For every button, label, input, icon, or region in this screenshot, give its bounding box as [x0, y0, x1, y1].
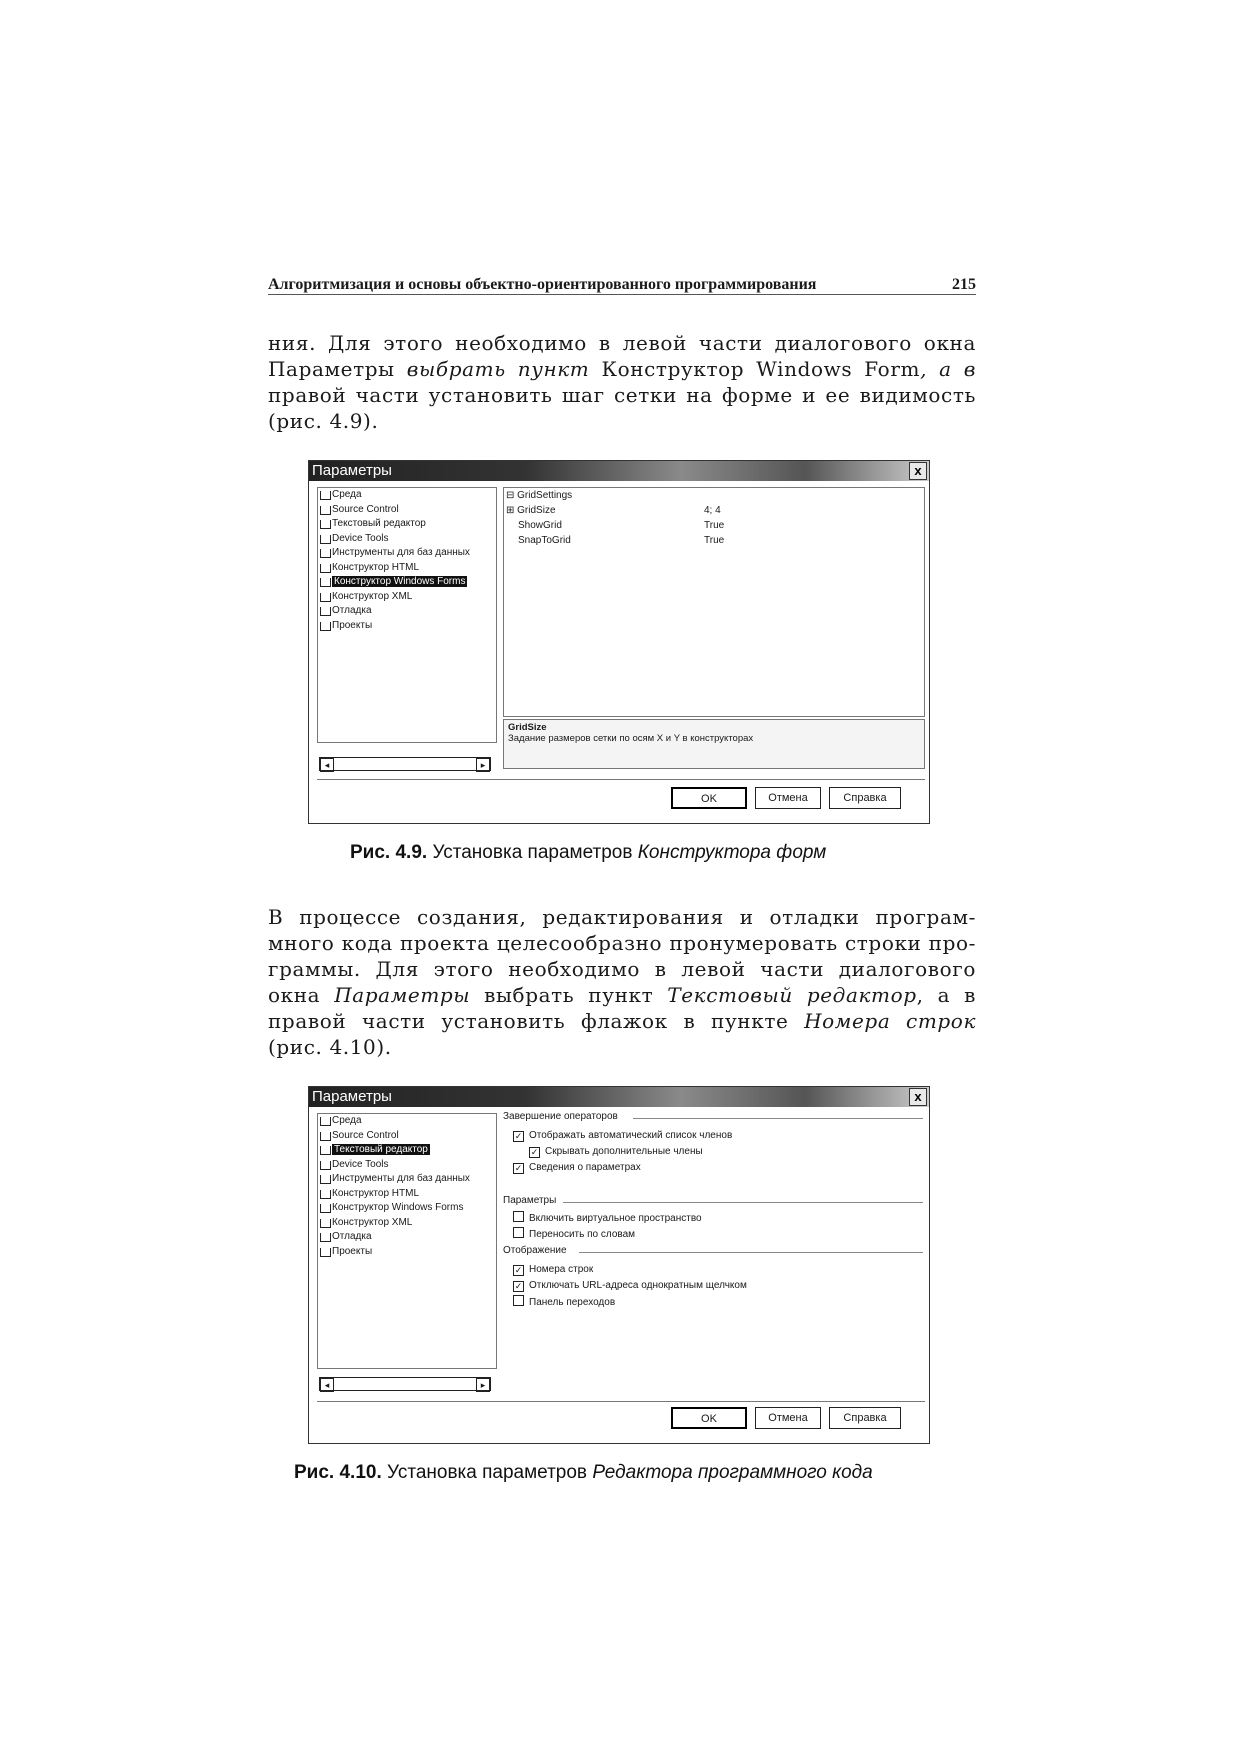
property-grid [503, 487, 925, 717]
running-title: Алгоритмизация и основы объектно-ориентированного программирования [268, 276, 817, 293]
caption-italic: Конструктора форм [637, 842, 827, 863]
tree-item[interactable] [318, 619, 496, 634]
tree-item-label: Проекты [332, 1245, 373, 1257]
folder-icon [320, 1190, 331, 1199]
checkbox-label: Отображать автоматический список членов [529, 1130, 733, 1141]
option-checkbox[interactable] [513, 1129, 732, 1142]
tree-item[interactable] [318, 1158, 496, 1173]
dialog-title: Параметры [312, 462, 392, 479]
text-line: Параметры выбрать пункт Конструктор Windows Form, а в [268, 357, 976, 381]
dialog-separator [317, 779, 925, 780]
tree-item-label: Текстовый редактор [332, 518, 426, 529]
option-checkbox[interactable] [529, 1145, 703, 1158]
dialog-separator [317, 1401, 925, 1402]
tree-item-label: Отладка [332, 1231, 372, 1242]
options-dialog-fig-4-10 [308, 1086, 930, 1444]
tree-item-label: Source Control [332, 503, 399, 515]
tree-item[interactable] [318, 517, 496, 532]
checkbox-label: Отключать URL-адреса однократным щелчком [529, 1280, 747, 1291]
folder-icon [320, 1146, 331, 1155]
tree-item-label: Отладка [332, 605, 372, 616]
tree-item[interactable] [318, 546, 496, 561]
property-name: ⊟ GridSettings [506, 490, 573, 501]
tree-item[interactable] [318, 1172, 496, 1187]
group-divider [633, 1118, 923, 1119]
dialog-title-bar[interactable] [309, 461, 929, 481]
checkbox-label: Сведения о параметрах [529, 1162, 641, 1173]
checkbox-label: Включить виртуальное пространство [529, 1213, 702, 1224]
tree-item-label: Конструктор Windows Forms [332, 1202, 464, 1213]
property-row[interactable] [504, 533, 924, 548]
option-checkbox[interactable] [513, 1227, 635, 1241]
ok-button[interactable]: OK [671, 1407, 747, 1429]
cancel-button[interactable]: Отмена [755, 787, 821, 809]
folder-icon [320, 491, 331, 500]
text-line: правой части установить флажок в пункте Номера строк [268, 1009, 976, 1033]
help-button[interactable]: Справка [829, 787, 901, 809]
text-line: граммы. Для этого необходимо в левой части диалогового [268, 957, 976, 981]
tree-item[interactable] [318, 1201, 496, 1216]
group-title-statement-completion: Завершение операторов [503, 1111, 618, 1122]
group-divider [579, 1252, 923, 1253]
tree-item[interactable] [318, 1114, 496, 1129]
checkbox-label: Панель переходов [529, 1297, 616, 1308]
property-row[interactable] [504, 488, 924, 503]
group-title-settings: Параметры [503, 1195, 557, 1206]
folder-icon [320, 520, 331, 529]
text-line: (рис. 4.10). [268, 1035, 392, 1059]
tree-item-label: Среда [332, 489, 362, 500]
tree-item[interactable] [318, 532, 496, 547]
tree-item-label: Конструктор HTML [332, 1187, 420, 1199]
tree-item-label: Конструктор Windows Forms [334, 576, 466, 587]
text-line: ния. Для этого необходимо в левой части диалогового окна [268, 331, 976, 355]
ok-button[interactable]: OK [671, 787, 747, 809]
tree-item-label: Конструктор HTML [332, 561, 420, 573]
cancel-button[interactable]: Отмена [755, 1407, 821, 1429]
scroll-right-icon[interactable]: ▸ [476, 758, 490, 772]
options-dialog-fig-4-9 [308, 460, 930, 824]
tree-item[interactable] [318, 1129, 496, 1144]
caption-label: Рис. 4.10. [294, 1462, 382, 1483]
options-tree [317, 1113, 497, 1369]
folder-icon [320, 1248, 331, 1257]
description-text: Задание размеров сетки по осям X и Y в конструкторах [508, 733, 754, 744]
options-tree [317, 487, 497, 743]
text-line: много кода проекта целесообразно пронумеровать строки про- [268, 931, 976, 955]
folder-icon [320, 1117, 331, 1126]
checkmark-icon: ✓ [514, 1281, 523, 1291]
dialog-title: Параметры [312, 1088, 392, 1105]
page-number: 215 [952, 276, 976, 293]
group-divider [563, 1202, 923, 1203]
scroll-left-icon[interactable]: ◂ [320, 1378, 334, 1392]
empty-checkbox-icon [513, 1211, 524, 1222]
folder-icon [320, 622, 331, 631]
option-checkbox[interactable] [513, 1279, 747, 1292]
property-value: True [704, 520, 725, 531]
dialog-title-bar[interactable] [309, 1087, 929, 1107]
tree-item-label: Device Tools [332, 1158, 389, 1170]
checkbox-label: Скрывать дополнительные члены [545, 1146, 703, 1157]
property-description [503, 719, 925, 769]
help-button[interactable]: Справка [829, 1407, 901, 1429]
close-button[interactable] [909, 462, 927, 480]
caption-text: Установка параметров [381, 1462, 593, 1483]
tree-item-label: Конструктор XML [332, 590, 413, 602]
property-value: 4; 4 [704, 505, 721, 516]
property-value: True [704, 535, 725, 546]
figure-caption-4-10 [294, 1462, 873, 1484]
folder-icon [320, 1219, 331, 1228]
tree-horizontal-scrollbar[interactable] [319, 757, 491, 771]
paragraph-2 [268, 904, 976, 1060]
option-checkbox[interactable] [513, 1295, 615, 1309]
checkbox-label: Переносить по словам [529, 1229, 636, 1240]
tree-item-label: Конструктор XML [332, 1216, 413, 1228]
text-editor-options-panel [503, 1111, 923, 1391]
tree-item-label: Текстовый редактор [334, 1144, 428, 1155]
tree-item[interactable] [318, 1216, 496, 1231]
folder-icon [320, 506, 331, 515]
tree-item-label: Инструменты для баз данных [332, 547, 470, 558]
folder-icon [320, 578, 331, 587]
folder-icon [320, 549, 331, 558]
tree-item[interactable] [318, 1230, 496, 1245]
checkmark-icon: ✓ [514, 1163, 523, 1173]
empty-checkbox-icon [513, 1227, 524, 1238]
folder-icon [320, 1132, 331, 1141]
caption-label: Рис. 4.9. [350, 842, 428, 863]
scroll-left-icon[interactable]: ◂ [320, 758, 334, 772]
close-icon: x [914, 463, 922, 478]
tree-item[interactable] [318, 503, 496, 518]
folder-icon [320, 1175, 331, 1184]
tree-item[interactable] [318, 1187, 496, 1202]
tree-item[interactable] [318, 561, 496, 576]
tree-item-label: Device Tools [332, 532, 389, 544]
caption-text: Установка параметров [427, 842, 638, 863]
text-line: В процессе создания, редактирования и отладки програм- [268, 905, 976, 929]
text-line: окна Параметры выбрать пункт Текстовый редактор, а в [268, 983, 976, 1007]
folder-icon [320, 593, 331, 602]
description-title: GridSize [508, 722, 547, 733]
property-name: ShowGrid [518, 520, 562, 531]
tree-item[interactable] [318, 488, 496, 503]
tree-item[interactable] [318, 1143, 496, 1158]
checkbox-label: Номера строк [529, 1264, 594, 1275]
property-name: ⊞ GridSize [506, 505, 556, 516]
folder-icon [320, 535, 331, 544]
folder-icon [320, 607, 331, 616]
checkmark-icon: ✓ [514, 1265, 523, 1275]
empty-checkbox-icon [513, 1295, 524, 1306]
property-row[interactable] [504, 503, 924, 518]
folder-icon [320, 1233, 331, 1242]
paragraph-1 [268, 330, 976, 434]
tree-item-label: Source Control [332, 1129, 399, 1141]
checkmark-icon: ✓ [514, 1131, 523, 1141]
option-checkbox[interactable] [513, 1211, 702, 1225]
checkmark-icon: ✓ [530, 1147, 539, 1157]
tree-item-label: Среда [332, 1115, 362, 1126]
text-line: правой части установить шаг сетки на форме и ее видимость [268, 383, 976, 407]
close-icon: x [914, 1089, 922, 1104]
tree-item[interactable] [318, 1245, 496, 1260]
text-line: (рис. 4.9). [268, 409, 379, 433]
group-title-display: Отображение [503, 1245, 567, 1256]
close-button[interactable] [909, 1088, 927, 1106]
tree-item[interactable] [318, 604, 496, 619]
option-checkbox[interactable] [513, 1263, 593, 1276]
caption-italic: Редактора программного кода [592, 1462, 873, 1483]
tree-item-label: Инструменты для баз данных [332, 1173, 470, 1184]
folder-icon [320, 1204, 331, 1213]
running-header [268, 268, 976, 295]
option-checkbox[interactable] [513, 1161, 641, 1174]
scroll-right-icon[interactable]: ▸ [476, 1378, 490, 1392]
folder-icon [320, 564, 331, 573]
property-row[interactable] [504, 518, 924, 533]
folder-icon [320, 1161, 331, 1170]
figure-caption-4-9 [350, 842, 826, 864]
tree-horizontal-scrollbar[interactable] [319, 1377, 491, 1391]
tree-item[interactable] [318, 575, 496, 590]
property-name: SnapToGrid [518, 535, 571, 546]
tree-item[interactable] [318, 590, 496, 605]
tree-item-label: Проекты [332, 619, 373, 631]
